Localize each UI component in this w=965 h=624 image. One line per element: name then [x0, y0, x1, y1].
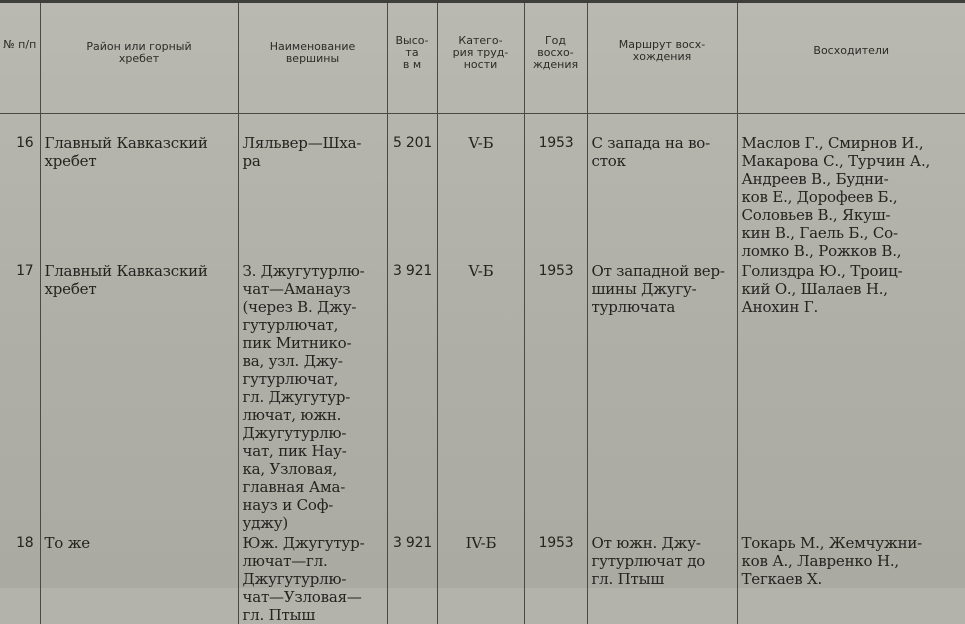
table-row: [0, 532, 965, 624]
cell-climbers: Голиздра Ю., Троиц- кий О., Шалаев Н., Анохин Г.: [737, 260, 965, 532]
cell-climbers: Маслов Г., Смирнов И., Макарова С., Турчин А., Андреев В., Будни- ков Е., Дорофеев Б., Соловьев В., Якуш- кин В., Гаель Б., Со- ломко В., Рожков В.,: [737, 114, 965, 261]
header-no: № п/п: [0, 2, 40, 114]
header-category: Катего- рия труд- ности: [437, 2, 524, 114]
cell-no: 18: [16, 535, 34, 551]
cell-height: 3 921: [387, 532, 437, 624]
header-route: Маршрут восх- хождения: [587, 2, 737, 114]
cell-peak: Ляльвер—Шха- ра: [238, 114, 387, 261]
cell-no: 16: [16, 135, 34, 151]
table-row: [0, 114, 965, 261]
header-height: Высо- та в м: [387, 2, 437, 114]
cell-peak: Юж. Джугутур- лючат—гл. Джугутурлю- чат—Узловая— гл. Птыш: [238, 532, 387, 624]
cell-route: От западной вер- шины Джугу- турлючата: [587, 260, 737, 532]
cell-route: С запада на во- сток: [587, 114, 737, 261]
cell-year: 1953: [524, 260, 587, 532]
cell-region: То же: [40, 532, 238, 624]
header-year: Год восхо- ждения: [524, 2, 587, 114]
cell-category: IV-Б: [437, 532, 524, 624]
cell-height: 5 201: [387, 114, 437, 261]
header-climbers: Восходители: [737, 2, 965, 114]
table-row: [0, 260, 965, 532]
cell-region: Главный Кавказский хребет: [40, 114, 238, 261]
cell-category: V-Б: [437, 114, 524, 261]
cell-year: 1953: [524, 532, 587, 624]
cell-no: 17: [16, 263, 34, 279]
cell-height: 3 921: [387, 260, 437, 532]
cell-year: 1953: [524, 114, 587, 261]
cell-region: Главный Кавказский хребет: [40, 260, 238, 532]
cell-route: От южн. Джу- гутурлючат до гл. Птыш: [587, 532, 737, 624]
header-peak: Наименование вершины: [238, 2, 387, 114]
cell-peak: З. Джугутурлю- чат—Аманауз (через В. Джу- гутурлючат, пик Митнико- ва, узл. Джу- гутурлючат, гл. Джугутур- лючат, южн. Джугутурлю- чат, пик Нау- ка, Узловая, главная Ама- науз и Соф- уджу): [238, 260, 387, 532]
cell-climbers: Токарь М., Жемчужни- ков А., Лавренко Н., Тегкаев Х.: [737, 532, 965, 624]
cell-category: V-Б: [437, 260, 524, 532]
header-row: [0, 2, 965, 114]
header-region: Район или горный хребет: [40, 2, 238, 114]
